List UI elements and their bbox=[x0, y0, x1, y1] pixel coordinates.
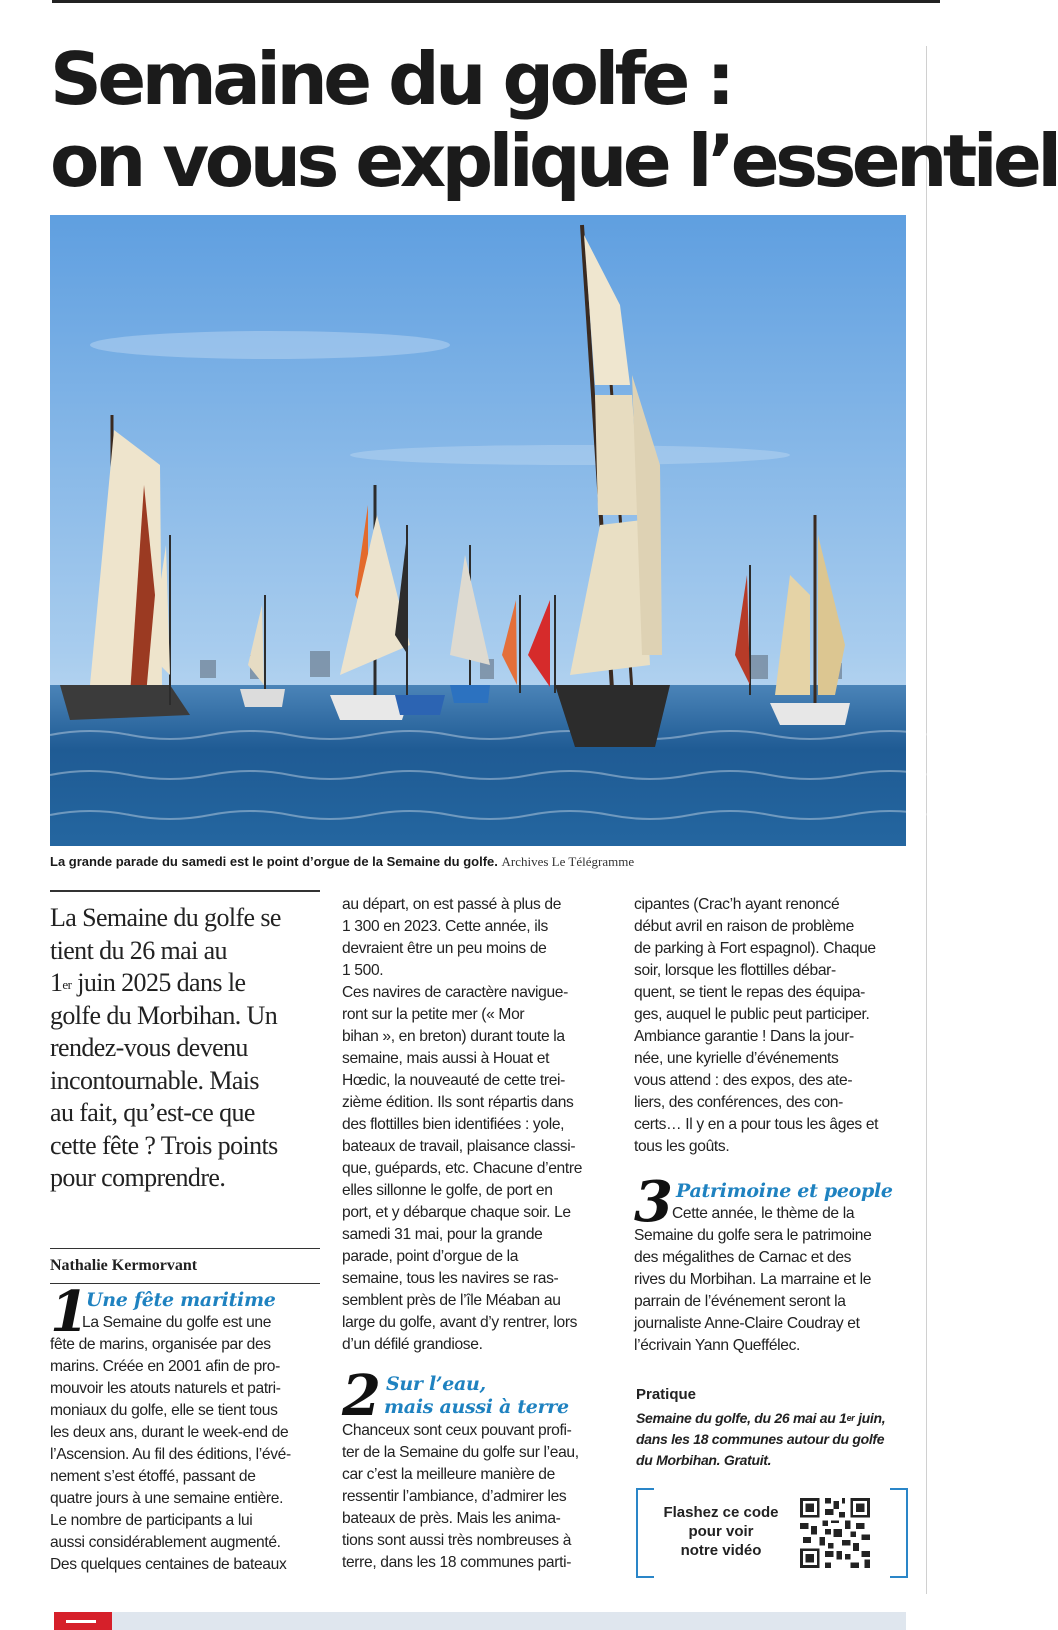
pratique-line: dans les 18 communes autour du golfe bbox=[636, 1431, 885, 1447]
text-line: ges, auquel le public peut participer. bbox=[634, 1006, 870, 1023]
byline-rule-top bbox=[50, 1248, 320, 1249]
text-line: elles sillonne le golfe, de port en bbox=[342, 1182, 553, 1199]
qr-text-line: pour voir bbox=[688, 1523, 754, 1540]
text-line: mouvoir les atouts naturels et patri- bbox=[50, 1380, 281, 1397]
top-rule bbox=[52, 0, 940, 3]
pratique-text bbox=[636, 1408, 916, 1471]
text-line: les deux ans, durant le week-end de bbox=[50, 1424, 289, 1441]
text-line: Hœdic, la nouveauté de cette trei- bbox=[342, 1072, 565, 1089]
lede-line: pour comprendre. bbox=[50, 1163, 226, 1192]
headline-line-2: on vous explique l’essentiel bbox=[50, 119, 1058, 203]
section-3-number: 3 bbox=[634, 1169, 673, 1235]
text-line: bihan », en breton) durant toute la bbox=[342, 1028, 565, 1045]
text-line: samedi 31 mai, pour la grande bbox=[342, 1226, 543, 1243]
text-line: quatre jours à une semaine entière. bbox=[50, 1490, 284, 1507]
pratique-ordinal: er bbox=[846, 1413, 855, 1423]
section-2-number: 2 bbox=[342, 1363, 381, 1429]
pratique-line-end: juin, bbox=[854, 1410, 886, 1426]
text-line: cipantes (Crac’h ayant renoncé bbox=[634, 896, 840, 913]
pratique-title: Pratique bbox=[636, 1386, 697, 1403]
text-line: l’Ascension. Au fil des éditions, l’évé- bbox=[50, 1446, 291, 1463]
text-line: nement s’est étoffé, passant de bbox=[50, 1468, 256, 1485]
text-line: rives du Morbihan. La marraine et le bbox=[634, 1271, 872, 1288]
footer-logo-tab bbox=[54, 1612, 112, 1630]
byline: Nathalie Kermorvant bbox=[50, 1257, 198, 1274]
text-line: aussi considérablement augmenté. bbox=[50, 1534, 281, 1551]
text-line: large du golfe, avant d’y rentrer, lors bbox=[342, 1314, 578, 1331]
text-line: port, et y débarque chaque soir. Le bbox=[342, 1204, 571, 1221]
text-line: journaliste Anne-Claire Coudray et bbox=[634, 1315, 860, 1332]
text-line: au départ, on est passé à plus de bbox=[342, 896, 562, 913]
lede-day: 1 bbox=[50, 968, 63, 997]
text-line: Ambiance garantie ! Dans la jour- bbox=[634, 1028, 854, 1045]
section-3-title: Patrimoine et people bbox=[676, 1180, 893, 1202]
text-line: ter de la Semaine du golfe sur l’eau, bbox=[342, 1444, 579, 1461]
lede-line: tient du 26 mai au bbox=[50, 935, 227, 965]
text-line: quent, se tient le repas des équipa- bbox=[634, 984, 865, 1001]
text-line: ront sur la petite mer (« Mor bbox=[342, 1006, 525, 1023]
section-3-body bbox=[634, 1203, 916, 1357]
lede-line: cette fête ? Trois points bbox=[50, 1130, 278, 1160]
text-line: zième édition. Ils sont répartis dans bbox=[342, 1094, 574, 1111]
text-line: d’un défilé grandiose. bbox=[342, 1336, 483, 1353]
lede-line: au fait, qu’est-ce que bbox=[50, 1098, 255, 1127]
caption-text: La grande parade du samedi est le point d’orgue de la Semaine du golfe. bbox=[50, 854, 498, 869]
lede-line-rest: juin 2025 dans le bbox=[71, 968, 246, 997]
text-line: semaine, mais aussi à Houat et bbox=[342, 1050, 550, 1067]
lede-paragraph bbox=[50, 902, 322, 1195]
video-qr-box[interactable] bbox=[636, 1488, 908, 1578]
text-line: ressentir l’ambiance, d’admirer les bbox=[342, 1488, 567, 1505]
text-line: des mégalithes de Carnac et des bbox=[634, 1249, 852, 1266]
text-line: tions sont aussi très nombreuses à bbox=[342, 1532, 572, 1549]
section-2-body bbox=[342, 1420, 614, 1574]
text-line: Des quelques centaines de bateaux bbox=[50, 1556, 287, 1573]
caption-credit: Archives Le Télégramme bbox=[501, 854, 635, 869]
section-2-title-line-2: mais aussi à terre bbox=[384, 1396, 569, 1418]
text-line: semaine, tous les navires se ras- bbox=[342, 1270, 559, 1287]
text-line: que, guépards, etc. Chacune d’entre bbox=[342, 1160, 583, 1177]
lede-ordinal: er bbox=[62, 977, 72, 992]
section-1-title: Une fête maritime bbox=[86, 1289, 276, 1311]
pratique-line: du Morbihan. Gratuit. bbox=[636, 1452, 772, 1468]
text-line: bateaux de travail, plaisance classi- bbox=[342, 1138, 576, 1155]
text-line: Ces navires de caractère navigue- bbox=[342, 984, 568, 1001]
text-line: Cette année, le thème de la bbox=[672, 1205, 855, 1222]
column-3-body bbox=[634, 894, 916, 1158]
text-line: 1 300 en 2023. Cette année, ils bbox=[342, 918, 548, 935]
text-line: l’écrivain Yann Queffélec. bbox=[634, 1337, 801, 1354]
qr-call-to-action bbox=[656, 1503, 786, 1560]
text-line: vous attend : des expos, des ate- bbox=[634, 1072, 853, 1089]
section-1-body bbox=[50, 1312, 322, 1576]
headline-line-1: Semaine du golfe : bbox=[50, 37, 731, 121]
photo-caption bbox=[50, 854, 910, 870]
section-1-number: 1 bbox=[50, 1279, 89, 1345]
footer-band bbox=[54, 1612, 906, 1630]
qr-box-bracket-left bbox=[636, 1488, 654, 1578]
byline-rule-bottom bbox=[50, 1283, 320, 1284]
lede-line: La Semaine du golfe se bbox=[50, 903, 281, 932]
lede-line: golfe du Morbihan. Un bbox=[50, 1000, 278, 1030]
text-line: tous les goûts. bbox=[634, 1138, 730, 1155]
text-line: certs… Il y en a pour tous les âges et bbox=[634, 1116, 879, 1133]
text-line: 1 500. bbox=[342, 962, 384, 979]
text-line: Semaine du golfe sera le patrimoine bbox=[634, 1227, 872, 1244]
sailboats-photo bbox=[50, 215, 906, 846]
lede-line: incontournable. Mais bbox=[50, 1065, 259, 1095]
section-2-title-line-1: Sur l’eau, bbox=[386, 1373, 486, 1395]
text-line: de parking à Fort espagnol). Chaque bbox=[634, 940, 876, 957]
text-line: Le nombre de participants a lui bbox=[50, 1512, 253, 1529]
column-2-body bbox=[342, 894, 614, 1356]
qr-text-line: notre vidéo bbox=[680, 1542, 762, 1559]
text-line: car c’est la meilleure manière de bbox=[342, 1466, 555, 1483]
column-divider bbox=[926, 46, 927, 1594]
text-line: des flottilles bien identifiées : yole, bbox=[342, 1116, 565, 1133]
text-line: devraient être un peu moins de bbox=[342, 940, 547, 957]
text-line: parade, point d’orgue de la bbox=[342, 1248, 519, 1265]
text-line: fête de marins, organisée par des bbox=[50, 1336, 271, 1353]
text-line: semblent près de l’île Méaban au bbox=[342, 1292, 561, 1309]
pratique-line bbox=[636, 1408, 916, 1429]
lede-rule bbox=[50, 890, 320, 892]
text-line: La Semaine du golfe est une bbox=[82, 1314, 272, 1331]
qr-text-line: Flashez ce code bbox=[663, 1504, 779, 1521]
text-line: moniaux du golfe, elle se tient tous bbox=[50, 1402, 278, 1419]
text-line: parrain de l’événement seront la bbox=[634, 1293, 846, 1310]
text-line: soir, lorsque les flottilles débar- bbox=[634, 962, 836, 979]
pratique-line-start: Semaine du golfe, du 26 mai au 1 bbox=[636, 1410, 847, 1426]
text-line: bateaux de près. Mais les anima- bbox=[342, 1510, 561, 1527]
qr-code-icon[interactable] bbox=[800, 1498, 870, 1568]
text-line: liers, des conférences, des con- bbox=[634, 1094, 843, 1111]
text-line: Chanceux sont ceux pouvant profi- bbox=[342, 1422, 572, 1439]
text-line: marins. Créée en 2001 afin de pro- bbox=[50, 1358, 280, 1375]
headline bbox=[50, 37, 1058, 203]
text-line: début avril en raison de problème bbox=[634, 918, 854, 935]
text-line: terre, dans les 18 communes parti- bbox=[342, 1554, 572, 1571]
qr-box-bracket-right bbox=[890, 1488, 908, 1578]
text-line: née, une kyrielle d’événements bbox=[634, 1050, 839, 1067]
lede-line: rendez-vous devenu bbox=[50, 1033, 248, 1062]
lede-line bbox=[50, 967, 322, 1000]
